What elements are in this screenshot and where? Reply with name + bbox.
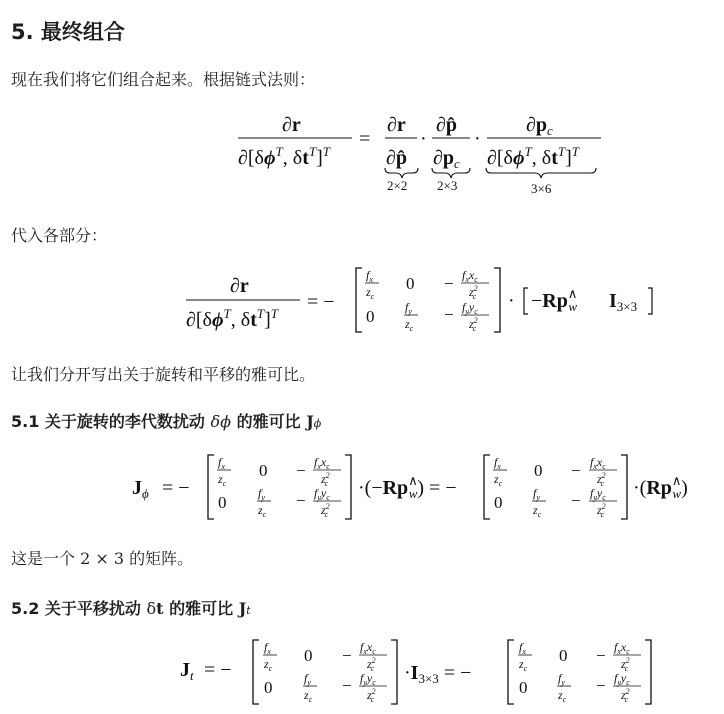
svg-text:zc: $z_c$ xyxy=(258,503,267,519)
svg-text:fy: $f_y$ xyxy=(258,486,265,502)
svg-text:0: 0 xyxy=(304,646,313,665)
svg-text:zc: $z_c$ xyxy=(405,317,414,333)
svg-text:z2c: $z^2$ c xyxy=(321,502,330,519)
svg-text:0: 0 xyxy=(218,493,227,512)
svg-text:fxxc: $f_xx_c$ xyxy=(360,640,376,656)
svg-text:fy: $f_y$ xyxy=(405,300,412,316)
svg-text:fyyc: $f_yy_c$ xyxy=(462,300,478,316)
eq1-f2-num: ∂p̂ xyxy=(436,114,458,136)
svg-text:fyyc: $f_yy_c$ xyxy=(314,486,330,502)
svg-text:0: 0 xyxy=(406,274,415,293)
svg-text:z2c: $z^2$ c xyxy=(367,656,376,673)
svg-text:·(−Rp∧w) = −: ·(−Rp∧ w) = − xyxy=(358,473,457,501)
eq1-lhs-denominator: $\partial[\delta\phi^T$, $\delta t^T]^T$ xyxy=(238,144,331,169)
svg-text:fxxc: $f_xx_c$ xyxy=(314,455,330,471)
svg-text:fx: $f_x$ xyxy=(494,455,501,471)
svg-text:= −: = − xyxy=(204,659,232,681)
svg-text:∂[δϕT, δtT]T: $\partial[\delta\phi^T$, $\delta t^T]^T$ xyxy=(487,144,580,169)
svg-text:0: 0 xyxy=(259,461,268,480)
eq1-f1-den: ∂p̂ xyxy=(386,147,408,169)
svg-text:0: 0 xyxy=(559,646,568,665)
svg-text:fx: $f_x$ xyxy=(366,268,373,284)
svg-text:fx: $f_x$ xyxy=(264,640,271,656)
svg-text:Jϕ: $J_\phi$ xyxy=(132,477,149,501)
svg-text:zc: $z_c$ xyxy=(304,688,313,704)
svg-text:=: = xyxy=(359,128,371,150)
svg-text:−: − xyxy=(596,646,606,665)
svg-text:∂r: ∂r xyxy=(230,275,249,297)
svg-text:z2c: $z^2$ c xyxy=(367,687,376,704)
svg-text:zc: $z_c$ xyxy=(494,472,503,488)
intro-text: 现在我们将它们组合起来。根据链式法则： xyxy=(11,70,316,89)
svg-text:−: − xyxy=(342,646,352,665)
svg-text:−Rp∧w: −Rp∧ w xyxy=(531,286,578,314)
svg-text:= −: = − xyxy=(307,291,335,313)
svg-text:fxxc: $f_xx_c$ xyxy=(590,455,606,471)
matrix-note: 这是一个 2 × 3 的矩阵。 xyxy=(11,549,194,568)
svg-text:0: 0 xyxy=(519,678,528,697)
svg-text:·: · xyxy=(474,128,481,150)
svg-text:fxxc: $f_xx_c$ xyxy=(614,640,630,656)
svg-text:−: − xyxy=(342,676,352,695)
svg-text:z2c: $z^2$ c xyxy=(469,284,478,301)
svg-text:fx: $f_x$ xyxy=(519,640,526,656)
eq1-brace1: 2×2 xyxy=(387,178,408,193)
eq1-brace3: 3×6 xyxy=(531,181,552,196)
substitute-text: 代入各部分： xyxy=(11,226,108,245)
svg-text:−: − xyxy=(444,274,454,293)
svg-text:fyyc: $f_yy_c$ xyxy=(360,671,376,687)
svg-text:−: − xyxy=(571,491,581,510)
svg-text:∂[δϕT, δtT]T: $\partial[\delta\phi^T$, $\delta t^T]^T$ xyxy=(186,306,279,331)
svg-text:−: − xyxy=(296,461,306,480)
svg-text:0: 0 xyxy=(534,461,543,480)
svg-text:0: 0 xyxy=(264,678,273,697)
svg-text:0: 0 xyxy=(366,307,375,326)
svg-text:−: − xyxy=(444,305,454,324)
subsection-translation-title: 5.2 关于平移扰动 δt 的雅可比 Jt xyxy=(11,599,251,618)
svg-text:z2c: $z^2$ c xyxy=(597,502,606,519)
eq1-lhs-numerator: ∂r xyxy=(282,114,301,136)
svg-text:zc: $z_c$ xyxy=(218,472,227,488)
eq1-f1-num: ∂r xyxy=(387,114,406,136)
svg-text:zc: $z_c$ xyxy=(366,285,375,301)
svg-text:−: − xyxy=(571,461,581,480)
svg-text:z2c: $z^2$ c xyxy=(321,471,330,488)
svg-text:·: · xyxy=(420,128,427,150)
eq1-f3-num: $\partial p_c$ xyxy=(526,114,553,138)
svg-text:= −: = − xyxy=(162,477,190,499)
svg-text:I3×3: $I_{3\times 3}$ xyxy=(609,290,638,314)
svg-text:fx: $f_x$ xyxy=(218,455,225,471)
separate-text: 让我们分开写出关于旋转和平移的雅可比。 xyxy=(11,365,316,384)
svg-text:fyyc: $f_yy_c$ xyxy=(614,671,630,687)
svg-text:zc: $z_c$ xyxy=(533,503,542,519)
svg-text:fy: $f_y$ xyxy=(558,671,565,687)
svg-text:·I3×3 = −: $\cdot I_{3\times 3}$ = − xyxy=(404,662,472,686)
svg-text:z2c: $z^2$ c xyxy=(621,687,630,704)
eq1-brace2: 2×3 xyxy=(437,178,458,193)
svg-text:z2c: $z^2$ c xyxy=(597,471,606,488)
svg-text:fxxc: $f_xx_c$ xyxy=(462,268,478,284)
svg-text:z2c: $z^2$ c xyxy=(469,316,478,333)
svg-text:·: · xyxy=(508,290,515,312)
svg-text:0: 0 xyxy=(494,493,503,512)
svg-text:Jt: $J_t$ xyxy=(180,659,194,683)
svg-text:−: − xyxy=(596,676,606,695)
svg-text:fy: $f_y$ xyxy=(304,671,311,687)
eq1-f2-den: $\partial p_c$ xyxy=(433,147,460,171)
subsection-rotation-title: 5.1 关于旋转的李代数扰动 δϕ 的雅可比 Jϕ xyxy=(11,412,322,431)
svg-text:−: − xyxy=(296,491,306,510)
svg-text:zc: $z_c$ xyxy=(519,657,528,673)
svg-text:·(Rp∧w): ·(Rp∧ w) xyxy=(633,473,688,501)
section-title: 5. 最终组合 xyxy=(11,20,125,44)
svg-text:fy: $f_y$ xyxy=(533,486,540,502)
svg-text:z2c: $z^2$ c xyxy=(621,656,630,673)
svg-text:zc: $z_c$ xyxy=(558,688,567,704)
svg-text:zc: $z_c$ xyxy=(264,657,273,673)
svg-text:fyyc: $f_yy_c$ xyxy=(590,486,606,502)
